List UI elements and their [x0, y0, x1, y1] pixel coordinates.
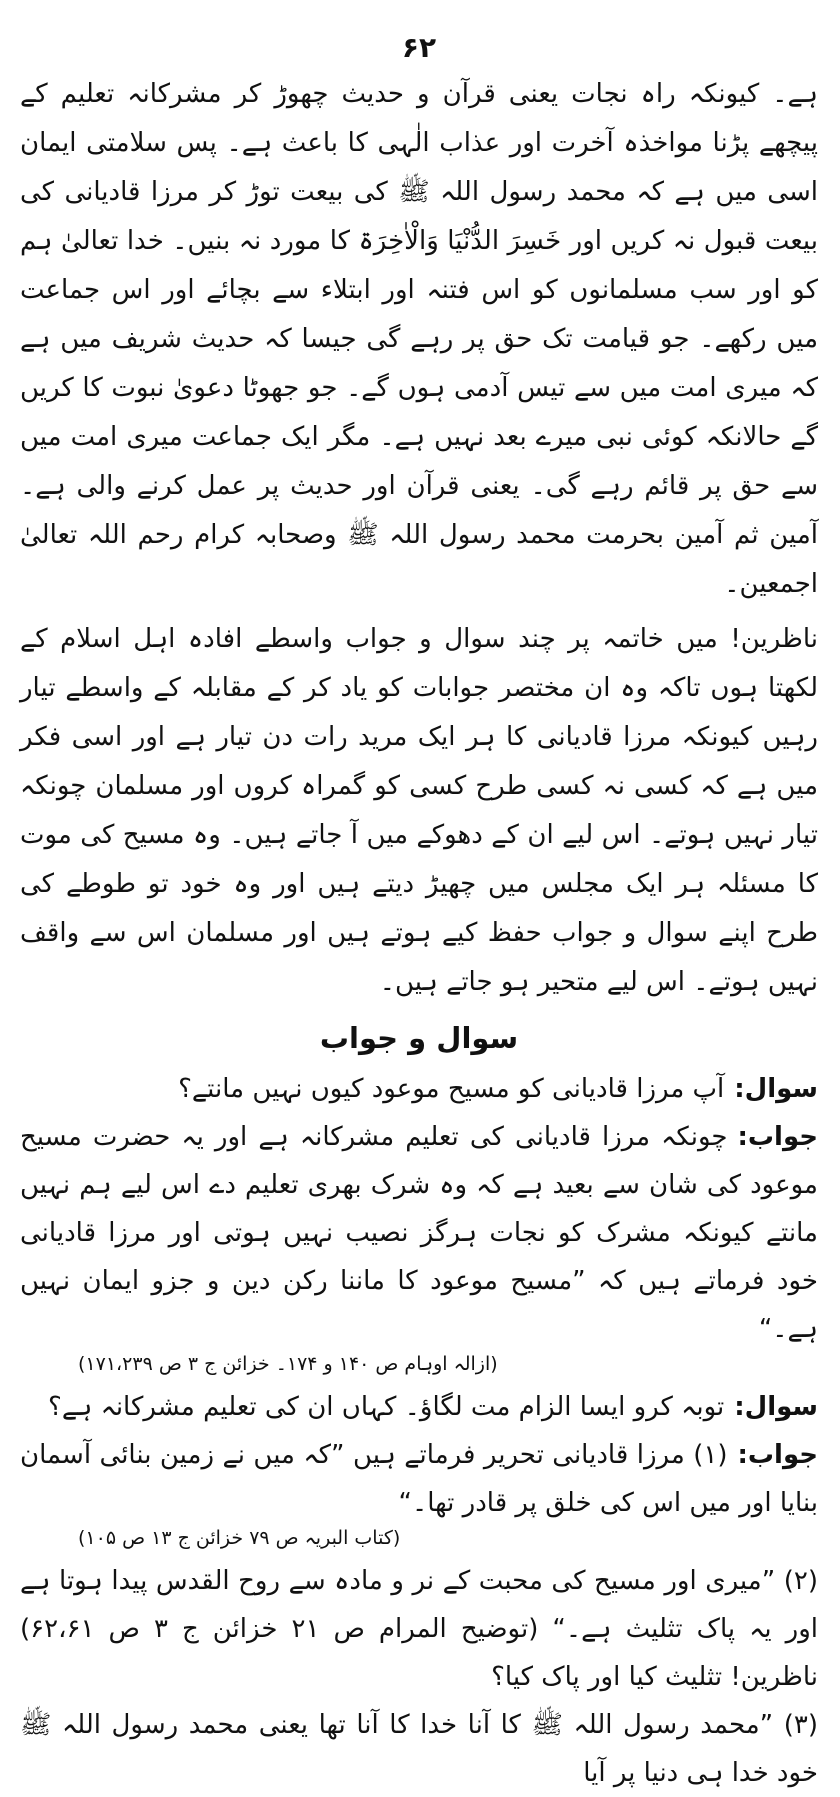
answer-label: جواب: [737, 1122, 818, 1152]
answer-text: (۲) ”میری اور مسیح کی محبت کے نر و مادہ سے روح القدس پیدا ہوتا ہے اور یہ پاک تثلیث ہے۔“ (توضیح المرام ص ۲۱ خزائن ج ۳ ص ۶۲،۶۱) ناظرین! تثلیث کیا اور پاک کیا؟ [20, 1566, 818, 1692]
question-label: سوال: [734, 1074, 818, 1104]
answer-2 [20, 1431, 818, 1527]
answer-2-point-2 [20, 1557, 818, 1701]
intro-paragraph: ہے۔ کیونکہ راہ نجات یعنی قرآن و حدیث چھوڑ کر مشرکانہ تعلیم کے پیچھے پڑنا مواخذہ آخرت اور عذاب الٰہی کا باعث ہے۔ پس سلامتی ایمان اسی میں ہے کہ محمد رسول اللہ ﷺ کی بیعت توڑ کر مرزا قادیانی کی بیعت قبول نہ کریں اور خَسِرَ الدُّنْیَا وَالْاٰخِرَۃ کا مورد نہ بنیں۔ خدا تعالیٰ ہم کو اور سب مسلمانوں کو اس فتنہ اور ابتلاء سے بچائے اور اس جماعت میں رکھے۔ جو قیامت تک حق پر رہے گی جیسا کہ حدیث شریف میں ہے کہ میری امت میں سے تیس آدمی ہوں گے۔ جو جھوٹا دعویٰ نبوت کا کریں گے حالانکہ کوئی نبی میرے بعد نہیں ہے۔ مگر ایک جماعت میری امت میں سے حق پر قائم رہے گی۔ یعنی قرآن اور حدیث پر عمل کرنے والی ہے۔ آمین ثم آمین بحرمت محمد رسول اللہ ﷺ وصحابہ کرام رحم اللہ تعالیٰ اجمعین۔ [20, 79, 818, 599]
answer-text: (۳) ”محمد رسول اللہ ﷺ کا آنا خدا کا آنا تھا یعنی محمد رسول اللہ ﷺ خود خدا ہی دنیا پر آیا [20, 1710, 818, 1788]
answer-text: چونکہ مرزا قادیانی کی تعلیم مشرکانہ ہے اور یہ حضرت مسیح موعود کی شان سے بعید ہے کہ وہ شرک بھری تعلیم دے اس لیے ہم نہیں مانتے کیونکہ مشرک کو نجات ہرگز نصیب نہیں ہوتی اور مرزا قادیانی خود فرماتے ہیں کہ ”مسیح موعود کا ماننا رکن دین و جزو ایمان نہیں ہے۔“ [20, 1122, 818, 1344]
answer-1 [20, 1113, 818, 1353]
question-2 [20, 1383, 818, 1431]
answer-2-point-3 [20, 1701, 818, 1797]
reference-citation: (کتاب البریہ ص ۷۹ خزائن ج ۱۳ ص ۱۰۵) [78, 1527, 401, 1549]
question-text: آپ مرزا قادیانی کو مسیح موعود کیوں نہیں مانتے؟ [178, 1074, 725, 1104]
answer-label: جواب: [737, 1440, 818, 1470]
notice-paragraph: ناظرین! میں خاتمہ پر چند سوال و جواب واسطے افادہ اہل اسلام کے لکھتا ہوں تاکہ وہ ان مختصر جوابات کو یاد کر کے مقابلہ کے واسطے تیار رہیں کیونکہ مرزا قادیانی کا ہر ایک مرید رات دن تیار ہے اور اسی فکر میں ہے کہ کسی نہ کسی طرح کسی کو گمراہ کروں اور مسلمان چونکہ تیار نہیں ہوتے۔ اس لیے ان کے دھوکے میں آ جاتے ہیں۔ وہ مسیح کی موت کا مسئلہ ہر ایک مجلس میں چھیڑ دیتے ہیں اور وہ خود تو طوطے کی طرح اپنے سوال و جواب حفظ کیے ہوتے ہیں اور مسلمان اس سے واقف نہیں ہوتے۔ اس لیے متحیر ہو جاتے ہیں۔ [20, 624, 818, 997]
question-1 [20, 1065, 818, 1113]
question-text: توبہ کرو ایسا الزام مت لگاؤ۔ کہاں ان کی تعلیم مشرکانہ ہے؟ [48, 1392, 725, 1422]
page-number: ۶۲ [401, 31, 437, 64]
answer-text: (۱) مرزا قادیانی تحریر فرماتے ہیں ”کہ میں نے زمین بنائی آسمان بنایا اور میں اس کی خلق پر قادر تھا۔“ [20, 1440, 818, 1518]
reference-citation: (ازالہ اوہام ص ۱۴۰ و ۱۷۴۔ خزائن ج ۳ ص ۱۷۱،۲۳۹) [78, 1353, 498, 1375]
section-heading: سوال و جواب [319, 1021, 519, 1055]
question-label: سوال: [734, 1392, 818, 1422]
